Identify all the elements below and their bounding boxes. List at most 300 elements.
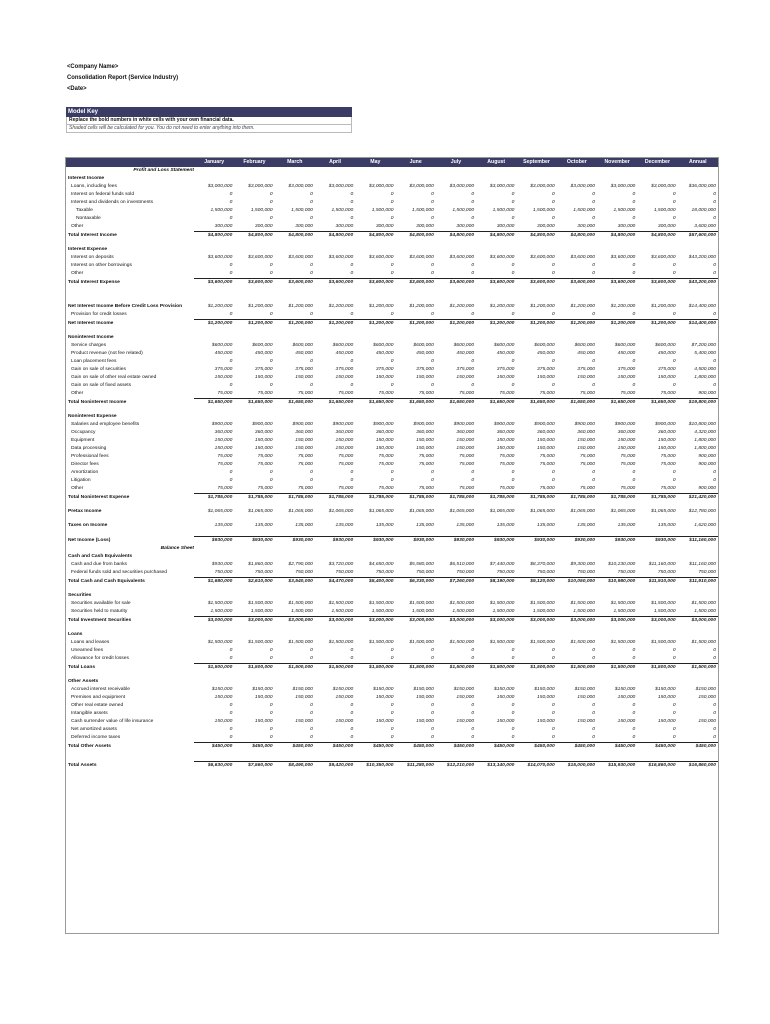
value-cell: 0 [511,648,515,653]
value-cell: $900,000 [413,422,434,427]
value-cell: $13,140,000 [476,762,516,771]
value-cell: 360,000 [577,430,595,435]
value-cell: $19,800,000 [678,399,718,408]
value-cell: $900,000 [534,422,555,427]
value-cell: 75,000 [459,454,475,459]
section-blank [275,545,315,553]
row-sub [66,374,718,382]
value-cell: $10,800,000 [688,422,716,427]
value-cell: 150,000 [496,438,515,443]
value-cell: $150,000 [292,687,313,692]
value-cell: 150,000 [416,719,434,724]
row-total [66,279,718,288]
value-cell: 0 [511,263,515,268]
value-cell: 0 [471,192,475,197]
value-cell: 150,000 [456,446,475,451]
value-cell: 150,000 [254,719,273,724]
value-cell: $3,000,000 [409,184,434,189]
row-label: Securities held to maturity [71,609,128,615]
value-cell: 1,500,000 [331,609,354,614]
value-cell: 750,000 [416,570,434,575]
value-cell: 750,000 [335,570,354,575]
value-cell: 0 [350,470,354,475]
value-cell: $1,065,000 [570,509,595,514]
value-cell: $3,600,000 [275,279,315,288]
value-cell: $900,000 [655,422,676,427]
value-cell: 75,000 [297,454,313,459]
row-head [66,508,718,516]
value-cell: $930,000 [597,537,637,546]
row-sub [66,469,718,477]
value-cell: 0 [269,648,273,653]
value-cell: 75,000 [660,486,676,491]
value-cell: 0 [713,312,716,317]
value-cell: 150,000 [214,695,233,700]
value-cell [678,175,718,183]
value-cell: 0 [229,216,233,221]
row-label: Accrued interest receivable [71,687,130,692]
value-cell: $1,200,000 [194,320,234,329]
value-cell: 0 [431,648,434,653]
row-label: Securities available for sale [71,601,131,606]
value-cell: 0 [592,648,595,653]
value-cell [396,553,436,561]
value-cell: $1,200,000 [651,304,676,309]
value-cell: $900,000 [373,422,394,427]
value-cell: 0 [511,312,515,317]
company-name: <Company Name> [67,63,119,70]
value-cell: $4,800,000 [234,232,274,241]
value-cell: $6,330,000 [396,578,436,587]
value-cell: 0 [229,470,233,475]
row-label: Total Loans [68,664,96,670]
value-cell: 0 [592,359,595,364]
value-cell [637,678,677,686]
value-cell: $600,000 [373,343,394,348]
value-cell: $930,000 [637,537,677,546]
value-cell: 0 [431,271,434,276]
value-cell: 0 [431,727,434,732]
value-cell: $150,000 [413,687,434,692]
value-cell: 450,000 [496,351,515,356]
value-cell: $150,000 [534,687,555,692]
value-cell: 0 [471,727,475,732]
value-cell: 135,000 [577,523,595,528]
value-cell: 75,000 [660,454,676,459]
value-cell: 0 [390,727,394,732]
row-label: Service charges [71,343,107,348]
row-label: Net Interest Income Before Credit Loss Provision [68,304,183,309]
value-cell [436,246,476,254]
row-label: Nontaxable [76,216,101,221]
value-cell: 0 [269,478,273,483]
value-cell [557,553,597,561]
value-cell: $11,280,000 [396,762,436,771]
value-cell: 0 [551,383,555,388]
row-label: Loans and leases [71,640,110,645]
value-cell: 0 [471,470,475,475]
row-sub [66,366,718,374]
row-sub [66,254,718,262]
row-label: Loan placement fees [71,359,117,364]
value-cell: 750,000 [577,570,595,575]
value-cell: 0 [632,359,636,364]
value-cell [396,631,436,639]
value-cell: 135,000 [214,523,233,528]
value-cell [516,592,556,600]
value-cell: 135,000 [496,523,515,528]
value-cell: 450,000 [657,351,676,356]
value-cell: $930,000 [275,537,315,546]
value-cell: 0 [672,656,676,661]
value-cell: $3,000,000 [637,617,677,626]
value-cell: 0 [229,263,233,268]
value-cell: 75,000 [257,486,273,491]
value-cell: $3,000,000 [610,184,636,189]
value-cell: 0 [713,359,716,364]
value-cell: 0 [672,478,676,483]
row-label: Other [71,486,84,492]
value-cell: 0 [592,703,595,708]
value-cell: $1,500,000 [436,664,476,673]
value-cell: 1,500,000 [371,609,394,614]
value-cell [355,678,395,686]
value-cell [597,334,637,342]
value-cell: 0 [592,383,595,388]
value-cell: 150,000 [537,438,555,443]
value-cell: 0 [632,648,636,653]
value-cell: $930,000 [436,537,476,546]
value-cell: $150,000 [332,687,354,692]
value-cell: 360,000 [295,430,313,435]
value-cell: 0 [310,648,313,653]
value-cell: 150,000 [375,446,394,451]
section-blank [678,167,718,175]
section-blank [516,545,556,553]
row-label: Director fees [71,462,99,467]
row-sub [66,183,718,191]
value-cell: 0 [672,470,676,475]
value-cell: $600,000 [614,343,636,348]
section-blank [637,167,677,175]
value-cell: 150,000 [698,719,716,724]
value-cell: 0 [632,727,636,732]
value-cell: 300,000 [254,224,273,229]
row-sub [66,350,718,358]
value-cell [355,631,395,639]
value-cell: 360,000 [496,430,515,435]
value-cell [234,334,274,342]
value-cell: 0 [551,727,555,732]
value-cell: $450,000 [436,743,476,752]
value-cell: 150,000 [456,695,475,700]
value-cell: 150,000 [496,719,515,724]
value-cell [275,678,315,686]
value-cell: 1,500,000 [452,609,475,614]
value-cell [275,592,315,600]
value-cell: $450,000 [194,743,234,752]
row-sub [66,461,718,469]
row-label: Noninterest Income [68,335,114,340]
spacer-cell [66,751,718,762]
row-sub [66,569,718,578]
value-cell: 450,000 [295,351,313,356]
value-cell: 0 [632,478,636,483]
value-cell: 0 [471,359,475,364]
value-cell: $150,000 [211,687,233,692]
value-cell: $1,200,000 [396,320,436,329]
value-cell [557,334,597,342]
value-cell: 0 [269,200,273,205]
value-cell [637,413,677,421]
value-cell: $3,600,000 [396,279,436,288]
value-cell: $1,650,000 [355,399,395,408]
value-cell: $4,800,000 [557,232,597,241]
value-cell: $7,200,000 [691,343,716,348]
row-sub [66,382,718,390]
value-cell: 0 [511,656,515,661]
value-cell: $3,600,000 [328,255,354,260]
consolidation-sheet [65,157,719,934]
value-cell [678,413,718,421]
value-cell: 360,000 [657,430,676,435]
value-cell: $4,470,000 [315,578,355,587]
section-blank [476,167,516,175]
value-cell [637,631,677,639]
row-label: Other [71,224,84,230]
value-cell: 0 [632,192,636,197]
value-cell: $600,000 [655,343,676,348]
row-head [66,303,718,311]
row-label: Gain on sale of fixed assets [71,383,132,388]
value-cell: 0 [713,648,716,653]
value-cell: 0 [551,216,555,221]
value-cell: 150,000 [577,438,595,443]
value-cell [234,553,274,561]
section-blank [194,545,234,553]
value-cell: $1,500,000 [207,601,233,606]
value-cell: $1,500,000 [409,601,434,606]
value-cell: $14,400,000 [678,320,718,329]
value-cell: 0 [471,383,475,388]
value-cell: 0 [471,271,475,276]
row-label: Net amortized assets [71,727,117,732]
value-cell: 0 [592,263,595,268]
value-cell [315,631,355,639]
value-cell: 0 [431,703,434,708]
value-cell [315,246,355,254]
value-cell: 75,000 [620,462,636,467]
value-cell: $3,000,000 [355,617,395,626]
value-cell: $4,800,000 [516,232,556,241]
value-cell [516,553,556,561]
value-cell: 75,000 [620,391,636,396]
section-blank [436,545,476,553]
value-cell [516,413,556,421]
row-label: Noninterest Expense [68,414,117,419]
value-cell: 0 [632,263,636,268]
month-header-november: November [597,158,637,167]
row-label: Premises and equipment [71,695,126,700]
value-cell: $1,500,000 [530,601,555,606]
value-cell: 0 [632,656,636,661]
section-blank [597,167,637,175]
value-cell: 1,500,000 [210,208,233,213]
row-label: Product revenue (not fee related) [71,351,143,356]
value-cell: 375,000 [375,367,394,372]
row-label: Interest Expense [68,247,108,252]
value-cell: 0 [551,312,555,317]
value-cell: $930,000 [211,562,233,567]
value-cell: 300,000 [335,224,354,229]
value-cell: 1,500,000 [452,208,475,213]
value-cell: $16,860,000 [678,762,718,771]
value-cell: 0 [592,656,595,661]
value-cell: $1,200,000 [369,304,394,309]
row-label: Other [71,391,84,397]
value-cell [678,592,718,600]
value-cell: 360,000 [335,430,354,435]
value-cell: $3,600,000 [207,255,233,260]
value-cell: 0 [269,383,273,388]
value-cell: 0 [471,703,475,708]
value-cell: 450,000 [375,351,394,356]
row-sub [66,647,718,655]
value-cell: 75,000 [660,391,676,396]
value-cell: $3,600,000 [597,279,637,288]
value-cell: $930,000 [516,537,556,546]
value-cell: 0 [310,656,313,661]
value-cell: 75,000 [539,391,555,396]
value-cell: 150,000 [295,695,313,700]
value-cell: $1,065,000 [248,509,273,514]
value-cell: $5,580,000 [409,562,434,567]
value-cell: $3,600,000 [369,255,394,260]
value-cell: 0 [390,359,394,364]
value-cell: 0 [390,478,394,483]
value-cell: $3,000,000 [396,617,436,626]
value-cell: 150,000 [214,446,233,451]
value-cell [476,553,516,561]
value-cell: $3,600,000 [570,255,595,260]
value-cell [396,678,436,686]
value-cell [396,175,436,183]
value-cell: 0 [269,263,273,268]
month-header-march: March [275,158,315,167]
value-cell: $1,065,000 [328,509,354,514]
row-sub [66,270,718,279]
value-cell: 375,000 [577,367,595,372]
row-label: Interest on other borrowings [71,263,132,268]
value-cell: $1,785,000 [637,494,677,503]
value-cell: $1,065,000 [489,509,515,514]
row-label: Data processing [71,446,107,451]
value-cell: 0 [431,656,434,661]
value-cell: $1,065,000 [610,509,636,514]
value-cell: 750,000 [214,570,233,575]
value-cell: 0 [632,470,636,475]
value-cell: 150,000 [657,446,676,451]
value-cell: $3,720,000 [328,562,354,567]
value-cell: $1,650,000 [194,399,234,408]
value-cell: $11,160,000 [648,562,676,567]
value-cell: $3,600,000 [516,279,556,288]
row-label: Net Income (Loss) [68,537,111,543]
value-cell: $9,120,000 [516,578,556,587]
value-cell: $16,860,000 [637,762,677,771]
value-cell: $900,000 [493,422,515,427]
value-cell: 0 [672,727,676,732]
value-cell: 4,320,000 [694,430,716,435]
value-cell: 135,000 [617,523,636,528]
section-blank [234,545,274,553]
value-cell [194,175,234,183]
value-cell [355,413,395,421]
value-cell: 135,000 [657,523,676,528]
row-sub [66,710,718,718]
value-cell: 75,000 [499,462,515,467]
value-cell: $600,000 [211,343,233,348]
row-sub [66,561,718,569]
value-cell: 0 [390,200,394,205]
value-cell: 0 [672,703,676,708]
value-cell: 150,000 [416,695,434,700]
value-cell [234,413,274,421]
month-header-january: January [194,158,234,167]
value-cell: 0 [431,312,434,317]
value-cell: 75,000 [459,486,475,491]
value-cell: $150,000 [614,687,636,692]
value-cell: $1,785,000 [476,494,516,503]
value-cell: $1,500,000 [570,601,595,606]
row-total [66,762,718,771]
value-cell: $1,650,000 [597,399,637,408]
value-cell [355,553,395,561]
value-cell: $600,000 [332,343,354,348]
row-head [66,246,718,254]
value-cell [234,631,274,639]
value-cell: $3,600,000 [557,279,597,288]
value-cell: 150,000 [254,695,273,700]
row-sub [66,655,718,664]
value-cell: 0 [511,470,515,475]
value-cell: 150,000 [657,375,676,380]
value-cell: 1,500,000 [291,208,313,213]
value-cell: 750,000 [657,570,676,575]
row-sub [66,639,718,647]
value-cell [516,175,556,183]
row-head [66,553,718,561]
value-cell: 1,500,000 [653,609,676,614]
value-cell: $11,160,000 [678,537,718,546]
value-cell: 0 [310,711,313,716]
section-blank [315,545,355,553]
value-cell: 0 [471,656,475,661]
row-sub [66,358,718,366]
value-cell: $1,785,000 [597,494,637,503]
row-sub [66,702,718,710]
section-blank [355,545,395,553]
value-cell: 0 [269,216,273,221]
value-cell: $3,600,000 [436,279,476,288]
value-cell: 150,000 [537,446,555,451]
value-cell: $1,500,000 [248,601,273,606]
value-cell: $43,200,000 [678,279,718,288]
value-cell: 0 [471,735,475,740]
value-cell: 0 [269,735,273,740]
value-cell: 0 [672,648,676,653]
month-header-december: December [637,158,677,167]
